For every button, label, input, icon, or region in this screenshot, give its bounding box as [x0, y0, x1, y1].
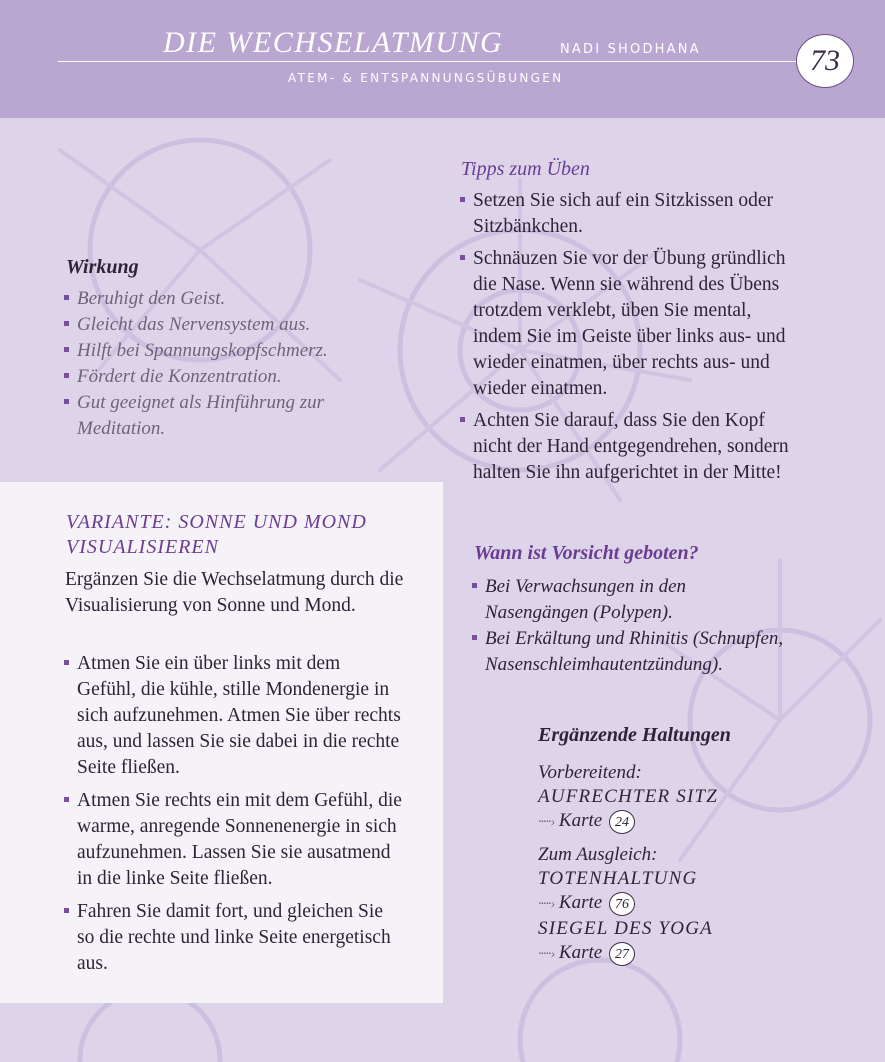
page-subtitle: NADI SHODHANA	[560, 42, 701, 57]
prep-card-ref[interactable]	[538, 809, 798, 835]
balance-card-ref-1[interactable]	[538, 891, 798, 917]
list-item: Hilft bei Spannungskopfschmerz.	[64, 338, 394, 364]
balance-label: Zum Ausgleich:	[538, 844, 658, 865]
tipps-list	[460, 188, 790, 492]
balance-pose-2: SIEGEL DES YOGA	[538, 918, 713, 939]
variante-intro: Ergänzen Sie die Wechselatmung durch die Visualisierung von Sonne und Mond.	[65, 569, 404, 616]
wirkung-list	[64, 286, 394, 442]
ergaenzende-prep	[538, 761, 798, 835]
prep-label: Vorbereitend:	[538, 762, 642, 783]
category-label: ATEM- & ENTSPANNUNGSÜBUNGEN	[288, 71, 564, 85]
list-item: Beruhigt den Geist.	[64, 286, 394, 312]
balance-card-ref-2[interactable]	[538, 941, 798, 967]
list-item: Setzen Sie sich auf ein Sitzkissen oder Sitzbänkchen.	[460, 188, 790, 240]
ergaenzende-balance	[538, 843, 798, 967]
list-item: Bei Verwachsungen in den Nasengängen (Polypen).	[472, 574, 792, 626]
card-word: Karte	[558, 942, 603, 963]
list-item: Fahren Sie damit fort, und gleichen Sie so die rechte und linke Seite energetisch aus.	[64, 899, 404, 977]
list-item: Achten Sie darauf, dass Sie den Kopf nicht der Hand entgegendrehen, sondern halten Sie ihn aufgerichtet in der Mitte!	[460, 408, 790, 486]
page-number-badge: 73	[796, 34, 854, 88]
prep-pose: AUFRECHTER SITZ	[538, 786, 719, 807]
balance-pose-1: TOTENHALTUNG	[538, 868, 698, 889]
list-item: Gleicht das Nervensystem aus.	[64, 312, 394, 338]
ergaenzende-heading: Ergänzende Haltungen	[538, 724, 731, 746]
card-word: Karte	[558, 810, 603, 831]
list-item: Bei Erkältung und Rhinitis (Schnupfen, Nasenschleimhautentzündung).	[472, 626, 792, 678]
vorsicht-heading: Wann ist Vorsicht geboten?	[474, 542, 699, 564]
list-item: Fördert die Konzentration.	[64, 364, 394, 390]
page-title: DIE WECHSELATMUNG	[163, 26, 504, 59]
vorsicht-list	[472, 574, 792, 678]
arrow-right-icon: ·····›	[538, 815, 555, 830]
page-header	[0, 0, 885, 118]
card-number-badge: 27	[609, 942, 635, 966]
list-item: Gut geeignet als Hinführung zur Meditation.	[64, 390, 394, 442]
wirkung-heading: Wirkung	[66, 256, 139, 278]
arrow-right-icon: ·····›	[538, 897, 555, 912]
header-divider	[58, 61, 800, 62]
arrow-right-icon: ·····›	[538, 947, 555, 962]
card-number-badge: 76	[609, 892, 635, 916]
tipps-heading: Tipps zum Üben	[461, 158, 590, 180]
list-item: Atmen Sie rechts ein mit dem Gefühl, die warme, anregende Sonnenenergie in sich aufzunehmen. Lassen Sie sie ausatmend in die linke Seite fließen.	[64, 788, 404, 892]
card-number-badge: 24	[609, 810, 635, 834]
list-item: Atmen Sie ein über links mit dem Gefühl, die kühle, stille Mondenergie in sich aufzunehmen. Atmen Sie über rechts aus, und lassen Sie sie dabei in die rechte Seite fließen.	[64, 651, 404, 781]
list-item: Schnäuzen Sie vor der Übung gründlich die Nase. Wenn sie während des Übens trotzdem verklebt, üben Sie mental, indem Sie im Geiste über links aus- und wieder einatmen, über rechts aus- und wieder einatmen.	[460, 246, 790, 402]
variante-heading: VARIANTE: SONNE UND MOND VISUALISIEREN	[66, 511, 367, 558]
variante-list	[64, 651, 404, 984]
card-word: Karte	[558, 892, 603, 913]
